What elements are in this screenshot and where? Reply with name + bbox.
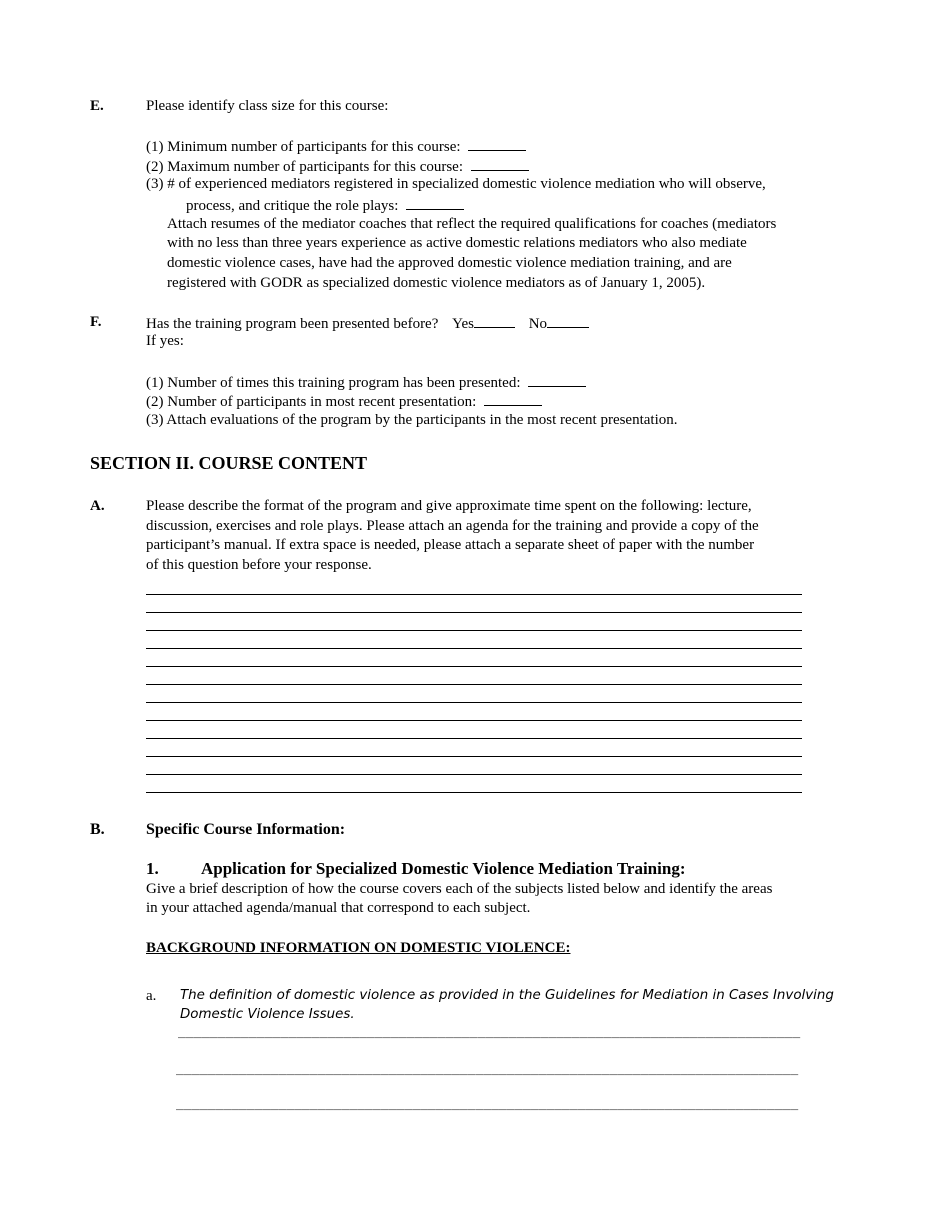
format-description-line-3: participant’s manual. If extra space is needed, please attach a separate sheet of paper with the number	[146, 537, 755, 553]
attach-evaluations: (3) Attach evaluations of the program by the participants in the most recent presentation.	[146, 412, 678, 428]
answer-line-12[interactable]	[146, 792, 802, 793]
answer-line-4[interactable]	[146, 648, 802, 649]
section-e-question: Please identify class size for this course:	[146, 98, 389, 114]
section-ii-b-label: B.	[90, 821, 105, 838]
dashed-answer-line-3[interactable]: _______________________________________________________________________________	[176, 1096, 799, 1111]
attach-resumes-line-2: with no less than three years experience as active domestic relations mediators who also mediate	[167, 235, 747, 251]
dashed-answer-line-2[interactable]: _______________________________________________________________________________	[176, 1061, 799, 1076]
b1-description-line-1: Give a brief description of how the course covers each of the subjects listed below and identify the areas	[146, 881, 773, 897]
b1-description-line-2: in your attached agenda/manual that correspond to each subject.	[146, 900, 531, 916]
presented-before-row	[146, 313, 589, 335]
attach-resumes-line-3: domestic violence cases, have had the approved domestic violence mediation training, and are	[167, 255, 732, 271]
b1-number: 1.	[146, 859, 159, 878]
max-participants-label: (2) Maximum number of participants for this course:	[146, 159, 464, 175]
dashed-answer-line-1[interactable]: _______________________________________________________________________________	[178, 1024, 801, 1039]
attach-resumes-line-1: Attach resumes of the mediator coaches that reflect the required qualifications for coaches (mediators	[167, 216, 777, 232]
answer-line-10[interactable]	[146, 756, 802, 757]
max-participants-blank[interactable]	[471, 156, 529, 171]
min-participants-blank[interactable]	[468, 136, 526, 151]
item-a-label: a.	[146, 988, 157, 1004]
recent-participants-blank[interactable]	[484, 391, 542, 406]
recent-participants-row	[146, 391, 542, 413]
experienced-mediators-row	[186, 195, 464, 217]
answer-line-9[interactable]	[146, 738, 802, 739]
recent-participants-label: (2) Number of participants in most recent presentation:	[146, 394, 477, 410]
presented-before-question: Has the training program been presented before?	[146, 316, 439, 332]
answer-line-8[interactable]	[146, 720, 802, 721]
answer-line-7[interactable]	[146, 702, 802, 703]
answer-line-2[interactable]	[146, 612, 802, 613]
times-presented-blank[interactable]	[528, 372, 586, 387]
yes-blank[interactable]	[474, 313, 515, 328]
item-a-line-2: Domestic Violence Issues.	[180, 1007, 355, 1022]
background-heading: BACKGROUND INFORMATION ON DOMESTIC VIOLENCE:	[146, 940, 571, 956]
section-ii-title: SECTION II. COURSE CONTENT	[90, 453, 368, 473]
answer-line-5[interactable]	[146, 666, 802, 667]
section-f-label: F.	[90, 314, 102, 330]
yes-label: Yes	[452, 316, 474, 332]
answer-line-11[interactable]	[146, 774, 802, 775]
if-yes-label: If yes:	[146, 333, 184, 349]
min-participants-label: (1) Minimum number of participants for this course:	[146, 139, 461, 155]
specific-course-title: Specific Course Information:	[146, 821, 346, 838]
format-description-line-1: Please describe the format of the program and give approximate time spent on the following: lecture,	[146, 498, 752, 514]
no-label: No	[528, 316, 548, 332]
format-description-line-2: discussion, exercises and role plays. Please attach an agenda for the training and provide a copy of the	[146, 518, 759, 534]
times-presented-label: (1) Number of times this training program has been presented:	[146, 375, 521, 391]
experienced-mediators-label: process, and critique the role plays:	[186, 198, 399, 214]
section-e-label: E.	[90, 98, 104, 114]
format-description-line-4: of this question before your response.	[146, 557, 372, 573]
answer-line-1[interactable]	[146, 594, 802, 595]
item-a-line-1: The definition of domestic violence as provided in the Guidelines for Mediation in Cases Involving	[180, 988, 834, 1003]
experienced-mediators-blank[interactable]	[406, 195, 464, 210]
no-blank[interactable]	[547, 313, 589, 328]
section-ii-a-label: A.	[90, 498, 105, 514]
answer-line-6[interactable]	[146, 684, 802, 685]
min-participants-row	[146, 136, 526, 158]
attach-resumes-line-4: registered with GODR as specialized domestic violence mediators as of January 1, 2005).	[167, 275, 706, 291]
b1-title: Application for Specialized Domestic Violence Mediation Training:	[201, 859, 686, 878]
answer-line-3[interactable]	[146, 630, 802, 631]
experienced-mediators-line1: (3) # of experienced mediators registered in specialized domestic violence mediation who will observe,	[146, 176, 766, 192]
